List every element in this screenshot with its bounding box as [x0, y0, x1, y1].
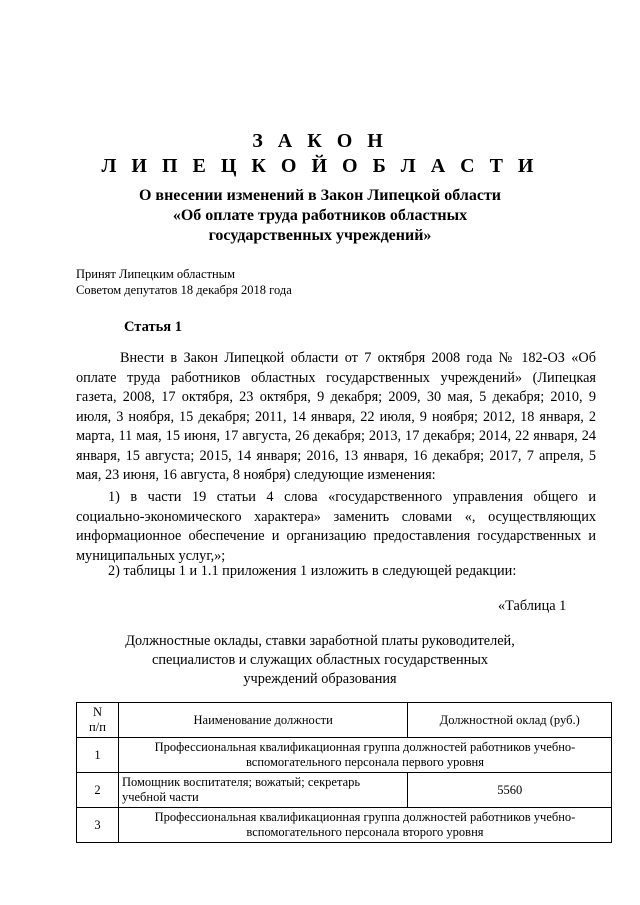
- table-caption-line2: специалистов и служащих областных государственных: [151, 652, 489, 668]
- salary-cell: 5560: [408, 773, 612, 808]
- row-number: 3: [77, 808, 119, 843]
- article-intro-paragraph: Внести в Закон Липецкой области от 7 октября 2008 года № 182-ОЗ «Об оплате труда работников областных государственных учреждений» (Липецкая газета, 2008, 17 октября, 23 октября, 9 декабря; 2009, 30 мая, 5 декабря; 2010, 9 июля, 3 ноября, 15 декабря; 2011, 14 января, 22 июля, 9 ноября; 2012, 18 января, 2 марта, 11 мая, 15 июня, 17 августа, 26 декабря; 2013, 17 декабря; 2014, 22 января, 24 января, 15 августа; 2015, 14 января; 2016, 13 января, 16 декабря; 2017, 7 апреля, 5 мая, 23 июня, 16 августа, 8 ноября) следующие изменения:: [76, 350, 596, 483]
- table-row: [77, 773, 612, 808]
- table-reference: «Таблица 1: [498, 598, 567, 614]
- row-number: 2: [77, 773, 119, 808]
- adoption-note-line1: Принят Липецким областным: [76, 267, 235, 281]
- law-subtitle-line1: О внесении изменений в Закон Липецкой области: [138, 187, 502, 204]
- adoption-note: [76, 266, 476, 298]
- adoption-note-line2: Советом депутатов 18 декабря 2018 года: [76, 283, 292, 297]
- table-row: [77, 738, 612, 773]
- law-title-line1: З А К О Н: [252, 130, 388, 152]
- column-header-number-line1: N: [92, 705, 102, 719]
- law-title-line2: Л И П Е Ц К О Й О Б Л А С Т И: [101, 155, 539, 177]
- table-caption-line1: Должностные оклады, ставки заработной платы руководителей,: [125, 633, 515, 649]
- qualification-group-cell: Профессиональная квалификационная группа должностей работников учебно-вспомогательного персонала второго уровня: [118, 808, 611, 843]
- salary-table: [76, 702, 612, 843]
- column-header-number: [77, 703, 119, 738]
- article-item-1: 1) в части 19 статьи 4 слова «государственного управления общего и социально-экономического характера» заменить словами «, осуществляющих информационное обеспечение и организацию предоставления государственных и муниципальных услуг,»;: [76, 489, 596, 564]
- table-caption: [110, 632, 530, 689]
- position-name-cell: Помощник воспитателя; вожатый; секретарь учебной части: [118, 773, 407, 808]
- article-item-2: 2) таблицы 1 и 1.1 приложения 1 изложить в следующей редакции:: [108, 563, 517, 579]
- article-heading: Статья 1: [124, 319, 182, 335]
- row-number: 1: [77, 738, 119, 773]
- qualification-group-cell: Профессиональная квалификационная группа должностей работников учебно-вспомогательного персонала первого уровня: [118, 738, 611, 773]
- law-subtitle-line3: государственных учреждений»: [208, 227, 432, 244]
- column-header-salary: Должностной оклад (руб.): [408, 703, 612, 738]
- table-header-row: [77, 703, 612, 738]
- column-header-position: Наименование должности: [118, 703, 407, 738]
- table-row: [77, 808, 612, 843]
- column-header-number-line2: п/п: [89, 720, 106, 734]
- law-subtitle-line2: «Об оплате труда работников областных: [172, 207, 468, 224]
- law-subtitle: [80, 186, 560, 246]
- table-caption-line3: учреждений образования: [243, 671, 397, 687]
